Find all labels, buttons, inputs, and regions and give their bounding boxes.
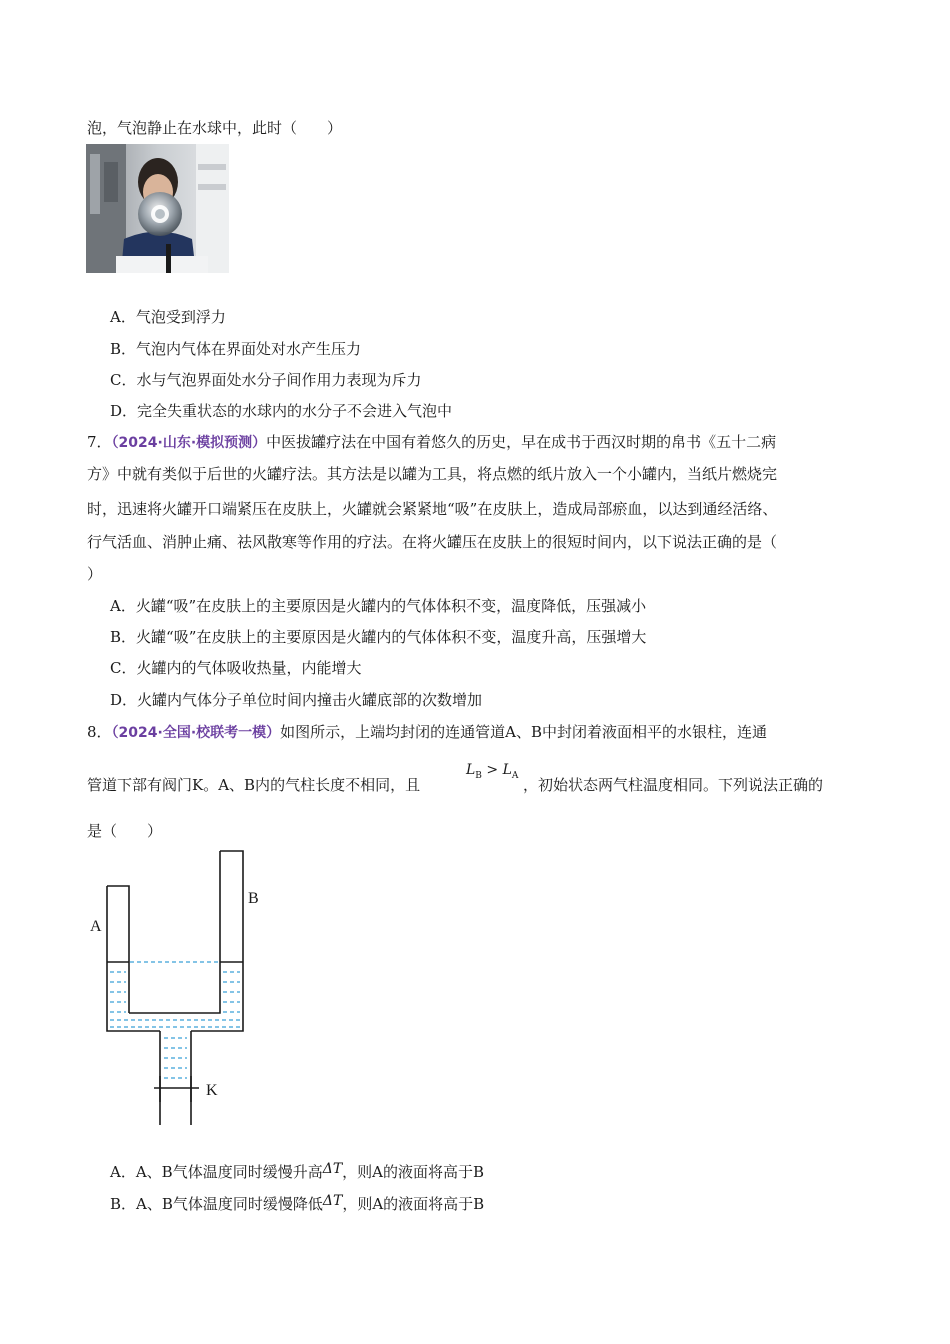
q6-option-c: C．水与气泡界面处水分子间作用力表现为斥力 [110,371,422,389]
q6-option-b: B．气泡内气体在界面处对水产生压力 [110,340,362,358]
label-k: K [206,1082,218,1099]
q6-option-a: A．气泡受到浮力 [110,308,226,326]
delta-t: ΔT [322,1161,343,1177]
q7-option-a: A．火罐“吸”在皮肤上的主要原因是火罐内的气体体积不变，温度降低，压强减小 [110,597,647,615]
q7-option-b: B．火罐“吸”在皮肤上的主要原因是火罐内的气体体积不变，温度升高，压强增大 [110,628,647,646]
q7-option-c: C．火罐内的气体吸收热量，内能增大 [110,659,362,677]
q8-source: （2024·全国·校联考一模） [111,725,281,741]
q8-option-a: A．A、B气体温度同时缓慢升高ΔT，则A的液面将高于B [110,1161,485,1181]
q7-stem-line3: 时，迅速将火罐开口端紧压在皮肤上，火罐就会紧紧地“吸”在皮肤上，造成局部瘀血，以达到通经活络、 [87,500,778,518]
q8-stem-line2b: ，初始状态两气柱温度相同。下列说法正确的 [523,776,824,794]
q7-stem-line4: 行气活血、消肿止痛、祛风散寒等作用的疗法。在将火罐压在皮肤上的很短时间内，以下说法正确的是（ [87,533,778,551]
q8-inequality: $L_B > L_A$ [466,762,519,781]
q7-option-d: D．火罐内气体分子单位时间内撞击火罐底部的次数增加 [110,691,483,709]
q8-stem-line1: 8．（2024·全国·校联考一模）如图所示，上端均封闭的连通管道A、B中封闭着液面相平的水银柱，连通 [87,723,768,741]
q7-stem-line1: 7．（2024·山东·模拟预测）中医拔罐疗法在中国有着悠久的历史，早在成书于西汉时期的帛书《五十二病 [87,433,777,451]
q6-option-d: D．完全失重状态的水球内的水分子不会进入气泡中 [110,402,453,420]
q8-stem-line2a: 管道下部有阀门K。A、B内的气柱长度不相同，且 [87,776,421,794]
label-b: B [248,890,259,907]
astronaut-water-ball-photo [86,144,229,273]
q8-stem-line3: 是（ ） [87,822,163,840]
q7-stem-line2: 方》中就有类似于后世的火罐疗法。其方法是以罐为工具，将点燃的纸片放入一个小罐内，当纸片燃烧完 [87,465,778,483]
label-a: A [90,918,102,935]
q8-option-b: B．A、B气体温度同时缓慢降低ΔT，则A的液面将高于B [110,1193,485,1213]
q8-number: 8． [87,723,112,741]
u-tube-diagram [86,848,266,1128]
q7-number: 7． [87,433,112,451]
q7-stem-line5: ） [87,565,103,583]
q6-stem-tail: 泡，气泡静止在水球中，此时（ ） [87,119,343,137]
delta-t: ΔT [322,1193,343,1209]
tube-outline [107,851,243,1125]
q7-source: （2024·山东·模拟预测） [111,435,267,451]
